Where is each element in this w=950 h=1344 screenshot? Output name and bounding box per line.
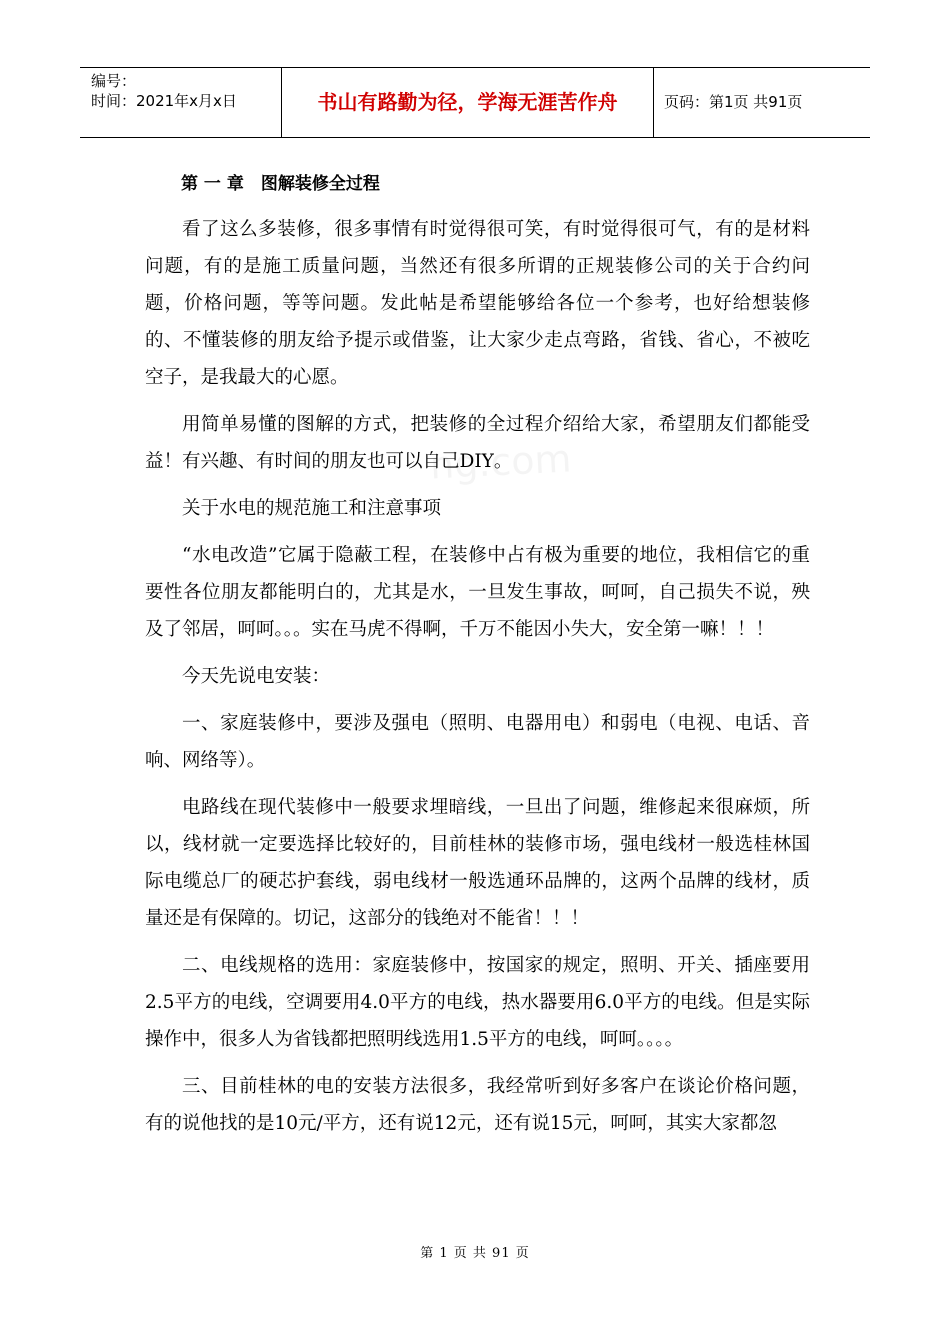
paragraph: 一、家庭装修中，要涉及强电（照明、电器用电）和弱电（电视、电话、音响、网络等）。 [145,713,810,771]
header-page-info: 页码：第1页 共91页 [664,93,803,111]
paragraph: 电路线在现代装修中一般要求埋暗线，一旦出了问题，维修起来很麻烦，所以，线材就一定要选择比较好的，目前桂林的装修市场，强电线材一般选桂林国际电缆总厂的硬芯护套线，弱电线材一般选通环品牌的，这两个品牌的线材，质量还是有保障的。切记，这部分的钱绝对不能省！！！ [145,797,810,929]
paragraph: 二、电线规格的选用：家庭装修中，按国家的规定，照明、开关、插座要用2.5平方的电线，空调要用4.0平方的电线，热水器要用6.0平方的电线。但是实际操作中，很多人为省钱都把照明线选用1.5平方的电线，呵呵。。。。 [145,955,810,1050]
number-label: 编号： [91,72,137,90]
chapter-title: 第 一 章 图解装修全过程 [181,174,380,194]
header-meta-cell [80,68,282,137]
document-header [80,67,870,138]
paragraph: 用简单易懂的图解的方式，把装修的全过程介绍给大家，希望朋友们都能受益！有兴趣、有时间的朋友也可以自己DIY。 [145,414,810,472]
paragraph: “水电改造”它属于隐蔽工程，在装修中占有极为重要的地位，我相信它的重要性各位朋友都能明白的，尤其是水，一旦发生事故，呵呵，自己损失不说，殃及了邻居，呵呵。。。实在马虎不得啊，千万不能因小失大，安全第一嘛！！！ [145,545,810,640]
section-heading: 关于水电的规范施工和注意事项 [182,498,442,519]
page-footer: 第 1 页 共 91 页 [420,1246,530,1261]
header-motto: 书山有路勤为径，学海无涯苦作舟 [282,68,654,137]
paragraph: 今天先说电安装： [182,666,331,687]
time-label: 时间：2021年x月x日 [91,92,237,110]
paragraph: 三、目前桂林的电的安装方法很多，我经常听到好多客户在谈论价格问题，有的说他找的是10元/平方，还有说12元，还有说15元，呵呵，其实大家都忽 [145,1076,810,1134]
paragraph: 看了这么多装修，很多事情有时觉得很可笑，有时觉得很可气，有的是材料问题，有的是施工质量问题，当然还有很多所谓的正规装修公司的关于合约问题，价格问题，等等问题。发此帖是希望能够给各位一个参考，也好给想装修的、不懂装修的朋友给予提示或借鉴，让大家少走点弯路，省钱、省心，不被吃空子，是我最大的心愿。 [145,219,810,388]
document-body [145,170,810,1152]
